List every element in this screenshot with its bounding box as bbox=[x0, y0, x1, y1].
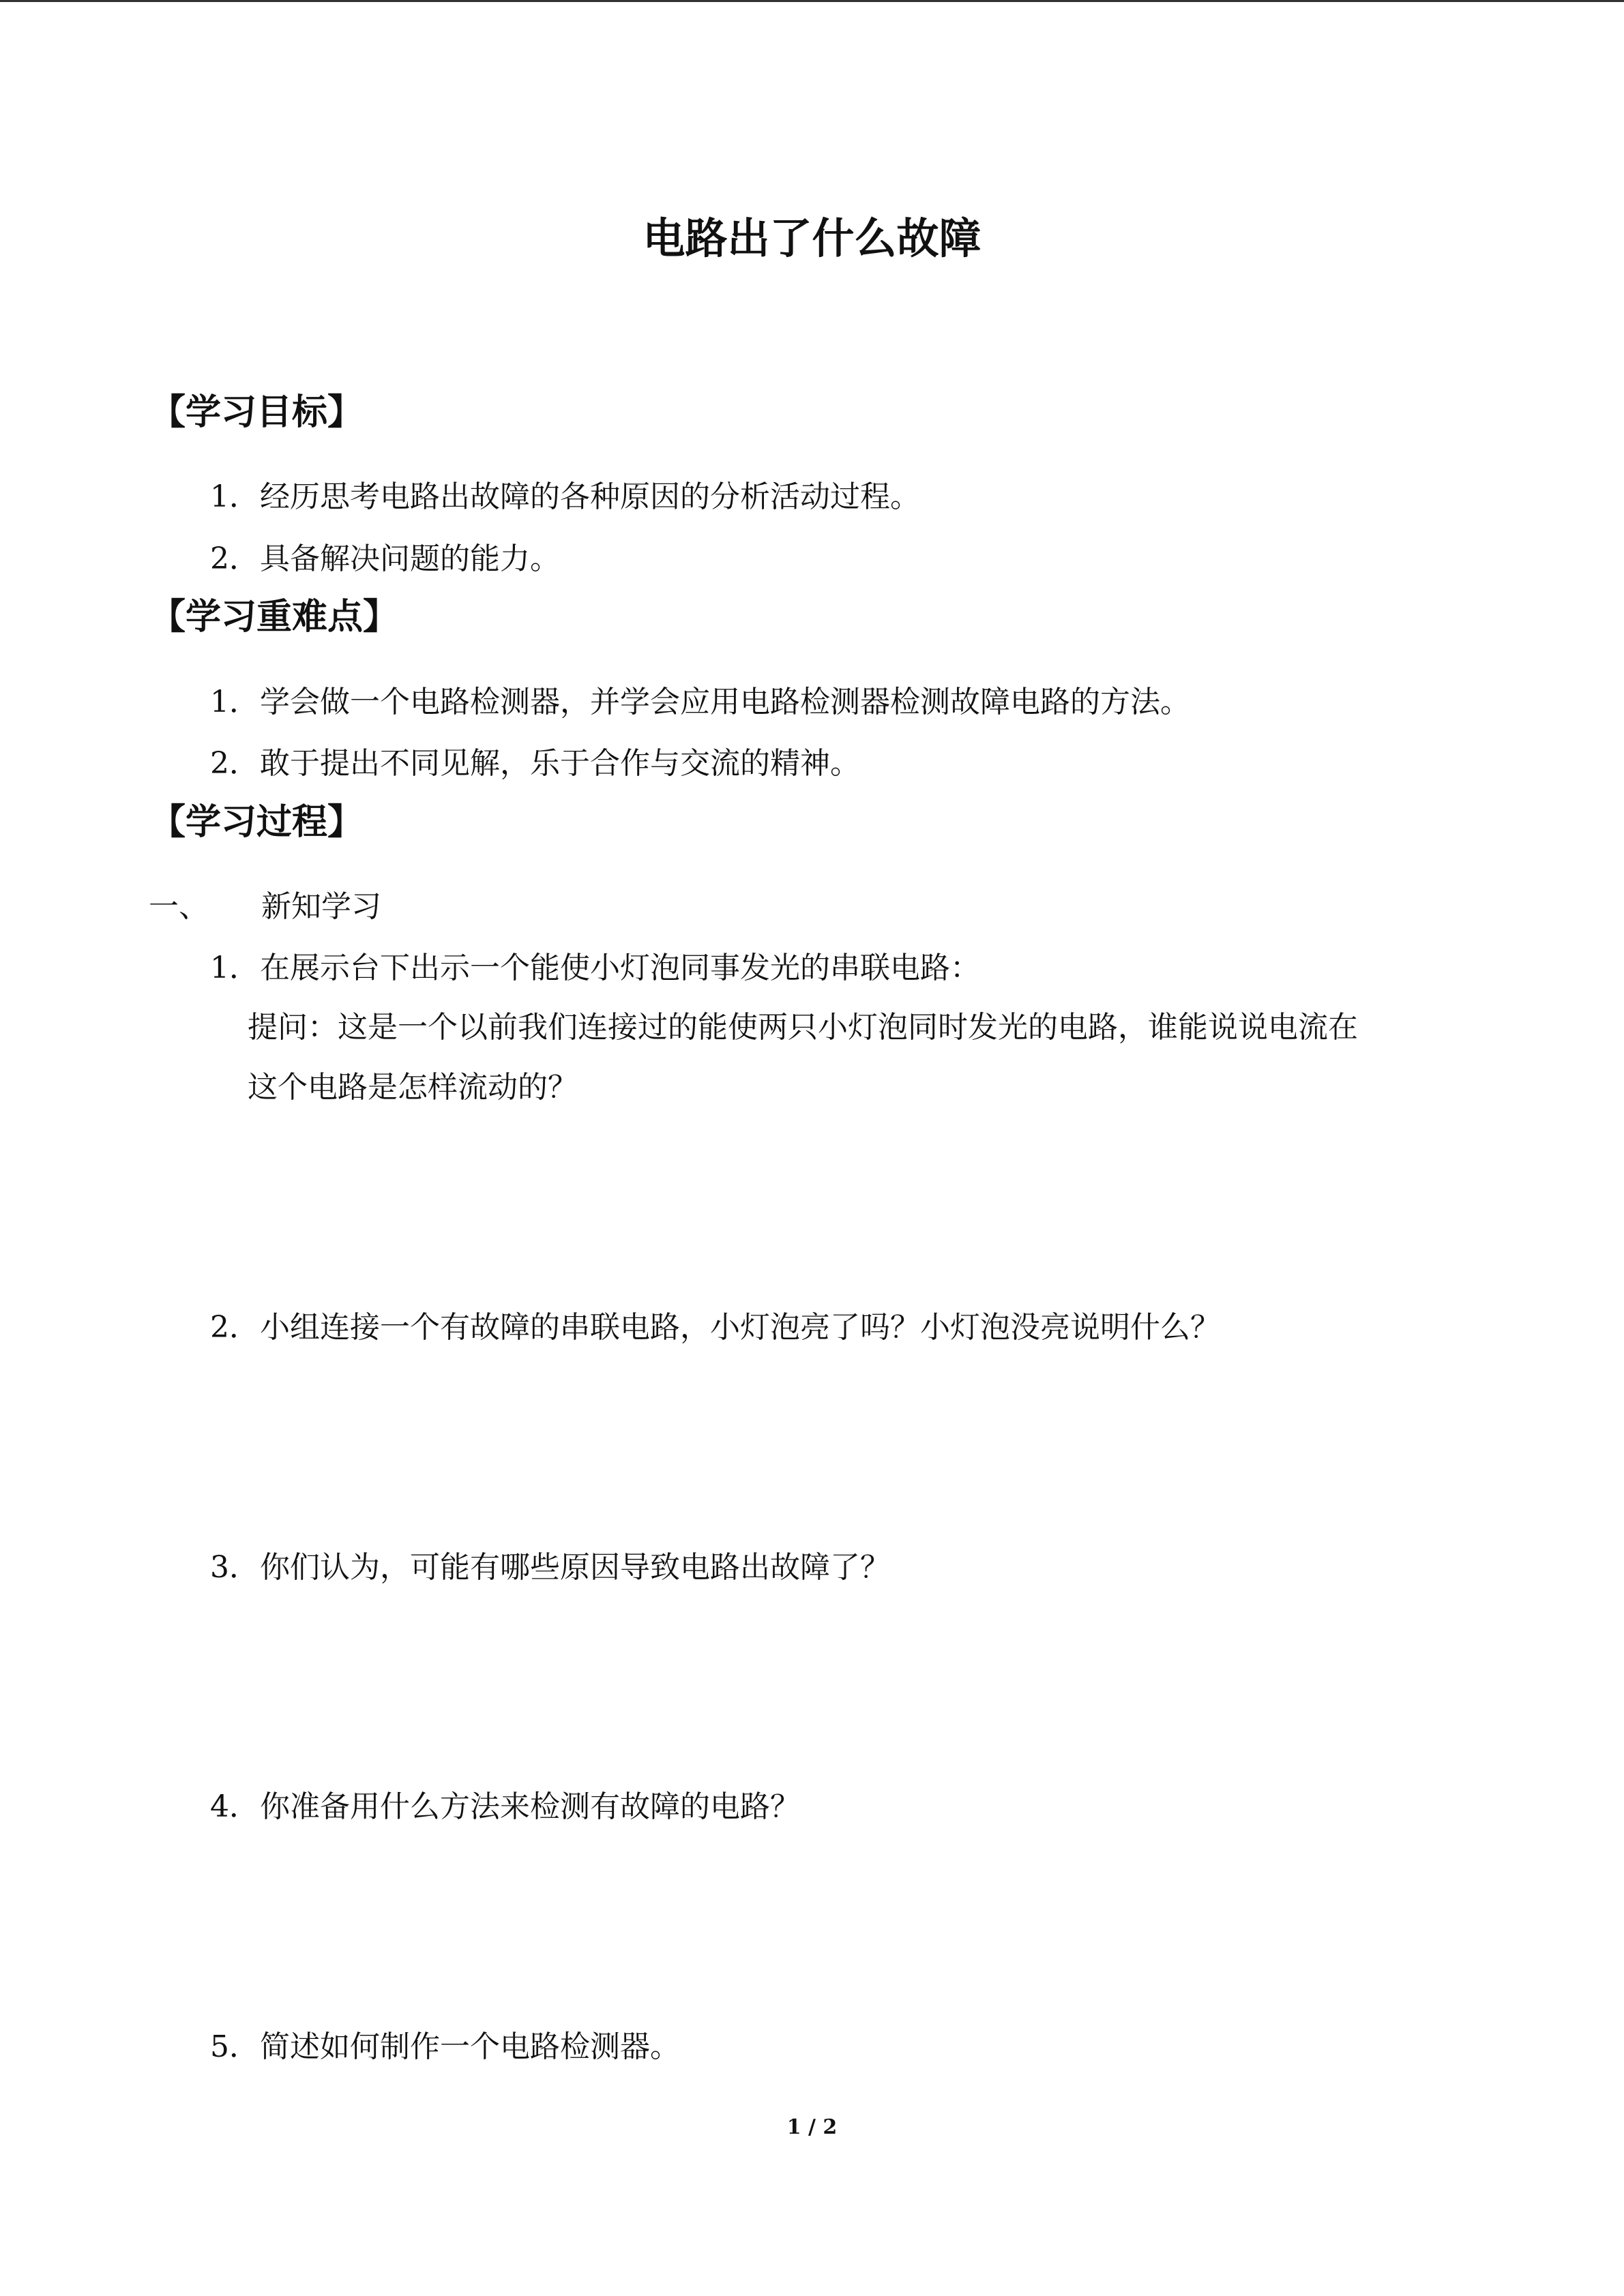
goal-item-2-text: 具备解决问题的能力。 bbox=[260, 541, 560, 576]
heading-process: 【学习过程】 bbox=[150, 802, 364, 843]
part-one-title: 新知学习 bbox=[261, 889, 381, 924]
process-item-1-question-line-1: 提问：这是一个以前我们连接过的能使两只小灯泡同时发光的电路，谁能说说电流在 bbox=[248, 1010, 1358, 1045]
process-item-4 bbox=[210, 1782, 800, 1825]
goal-item-1-number: 1． bbox=[210, 479, 259, 514]
goal-item-2 bbox=[210, 534, 560, 578]
goal-item-1 bbox=[210, 472, 920, 516]
top-border bbox=[0, 0, 1624, 2]
process-item-1 bbox=[210, 943, 980, 987]
process-item-5 bbox=[210, 2022, 680, 2066]
process-item-1-text: 在展示台下出示一个能使小灯泡同事发光的串联电路： bbox=[260, 951, 980, 985]
heading-goals: 【学习目标】 bbox=[150, 392, 364, 433]
process-item-3 bbox=[210, 1542, 890, 1586]
process-item-2-text: 小组连接一个有故障的串联电路，小灯泡亮了吗？小灯泡没亮说明什么？ bbox=[260, 1310, 1220, 1345]
process-item-5-text: 简述如何制作一个电路检测器。 bbox=[260, 2029, 680, 2064]
process-item-5-number: 5． bbox=[210, 2029, 259, 2064]
process-item-3-number: 3． bbox=[210, 1550, 259, 1585]
process-item-2 bbox=[210, 1302, 1220, 1346]
process-item-3-text: 你们认为，可能有哪些原因导致电路出故障了？ bbox=[260, 1550, 890, 1585]
part-one-number: 一、 bbox=[149, 889, 209, 924]
process-item-2-number: 2． bbox=[210, 1310, 259, 1345]
keypoint-item-2 bbox=[210, 739, 860, 782]
keypoint-item-1-number: 1． bbox=[210, 685, 259, 719]
page-number: 1 / 2 bbox=[786, 2115, 838, 2139]
process-item-1-number: 1． bbox=[210, 951, 259, 985]
keypoint-item-2-number: 2． bbox=[210, 746, 259, 781]
keypoint-item-2-text: 敢于提出不同见解，乐于合作与交流的精神。 bbox=[260, 746, 860, 781]
page-title: 电路出了什么故障 bbox=[643, 213, 981, 263]
keypoint-item-1 bbox=[210, 677, 1190, 721]
heading-keypoints: 【学习重难点】 bbox=[150, 597, 399, 638]
keypoint-item-1-text: 学会做一个电路检测器，并学会应用电路检测器检测故障电路的方法。 bbox=[260, 685, 1190, 719]
process-item-4-number: 4． bbox=[210, 1789, 259, 1824]
goal-item-2-number: 2． bbox=[210, 541, 259, 576]
goal-item-1-text: 经历思考电路出故障的各种原因的分析活动过程。 bbox=[260, 479, 920, 514]
process-item-1-question-line-2: 这个电路是怎样流动的？ bbox=[248, 1070, 578, 1105]
process-item-4-text: 你准备用什么方法来检测有故障的电路？ bbox=[260, 1789, 800, 1824]
